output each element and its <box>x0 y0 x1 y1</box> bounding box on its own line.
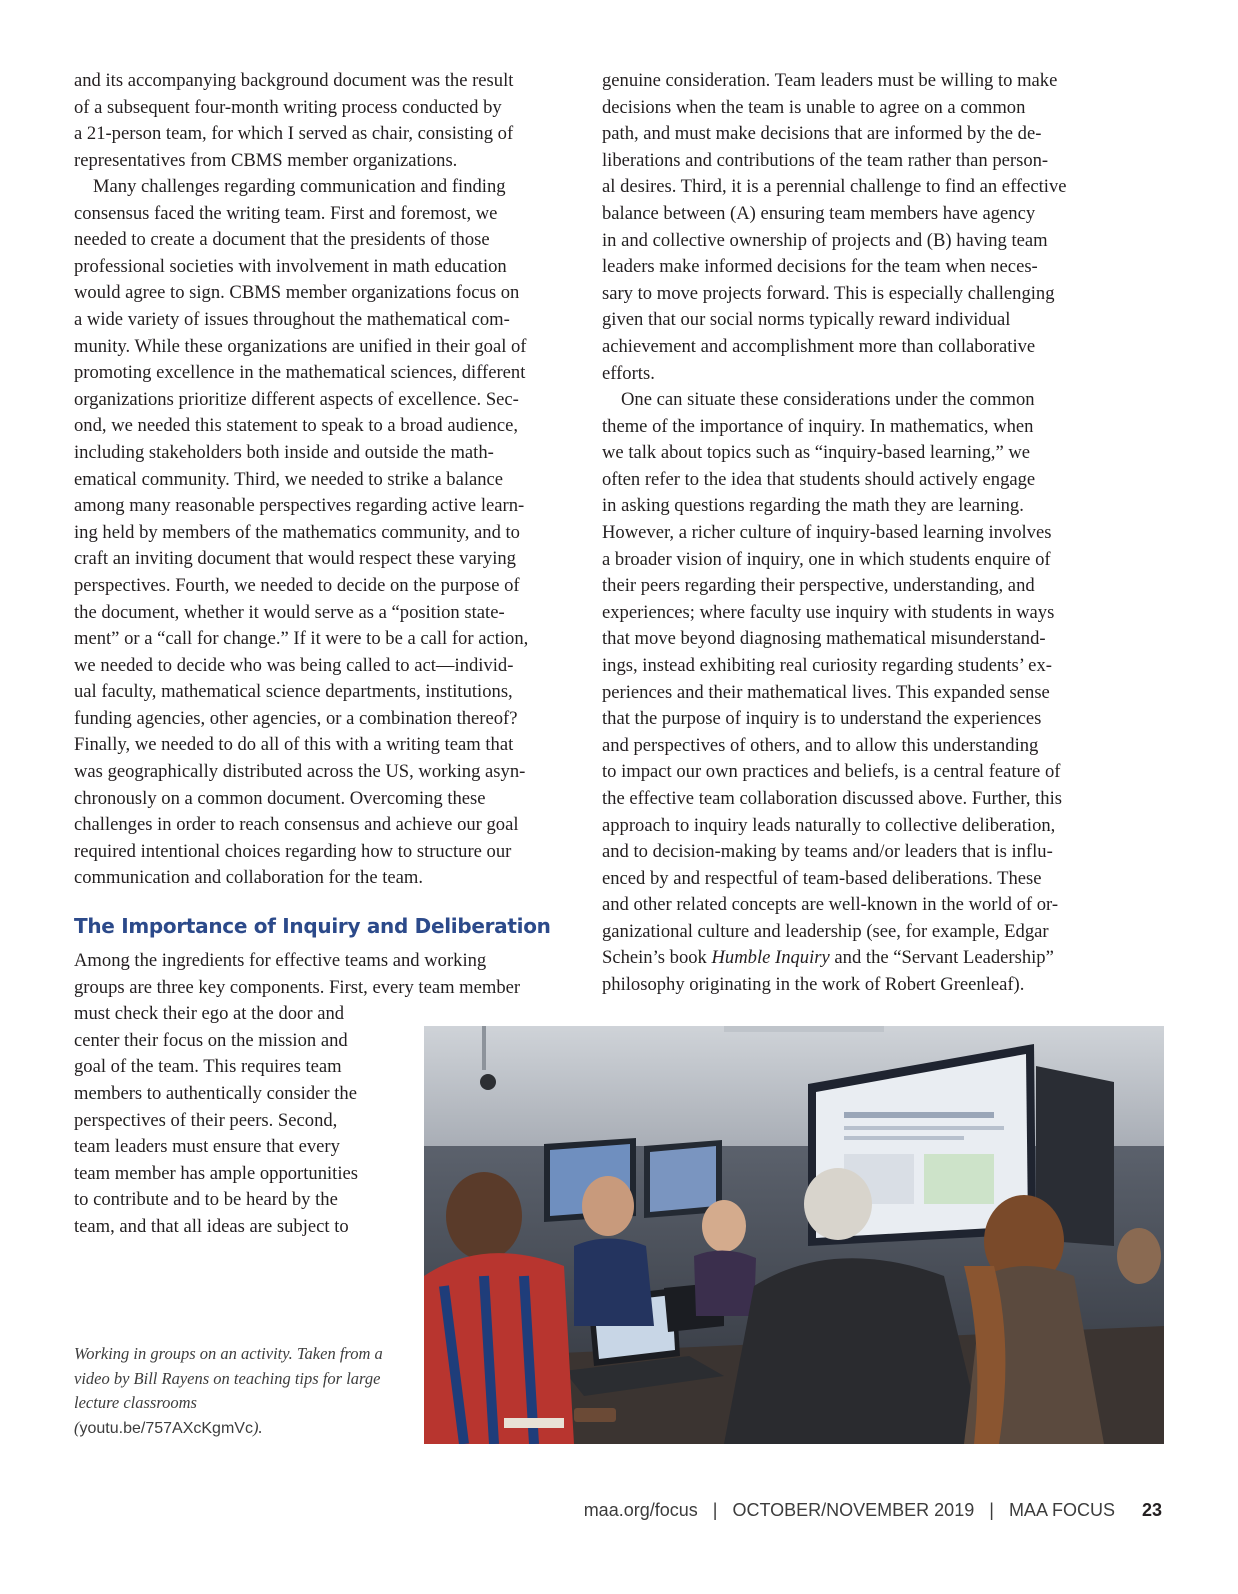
text-line: leaders make informed decisions for the team when neces- <box>602 256 1038 278</box>
text-line: chronously on a common document. Overcoming these <box>74 787 486 809</box>
text-line: center their focus on the mission and <box>74 1029 348 1051</box>
text-line: Finally, we needed to do all of this with a writing team that <box>74 734 514 756</box>
text-line: a wide variety of issues throughout the mathematical com- <box>74 308 510 330</box>
text-line: decisions when the team is unable to agree on a common <box>602 96 1026 118</box>
text-line: team leaders must ensure that every <box>74 1136 340 1158</box>
text-line: must check their ego at the door and <box>74 1003 345 1025</box>
text-line: and its accompanying background document was the result <box>74 70 514 91</box>
text-line: achievement and accomplishment more than collaborative <box>602 335 1036 357</box>
text-line: theme of the importance of inquiry. In mathematics, when <box>602 415 1034 437</box>
text-line: of a subsequent four-month writing process conducted by <box>74 96 502 118</box>
text-line: ment” or a “call for change.” If it were to be a call for action, <box>74 628 529 650</box>
text-line: in and collective ownership of projects and (B) having team <box>602 229 1048 251</box>
text-line: genuine consideration. Team leaders must be willing to make <box>602 70 1058 91</box>
text-line: including stakeholders both inside and outside the math- <box>74 441 494 463</box>
classroom-photo <box>424 1026 1164 1444</box>
text-line: ematical community. Third, we needed to strike a balance <box>74 468 504 490</box>
text-line: philosophy originating in the work of Robert Greenleaf). <box>602 974 1025 996</box>
text-line: team member has ample opportunities <box>74 1162 358 1184</box>
footer-separator: | <box>989 1500 994 1520</box>
text-line: we needed to decide who was being called to act—individ- <box>74 654 514 676</box>
text-line: ings, instead exhibiting real curiosity regarding students’ ex- <box>602 654 1052 676</box>
text-line: would agree to sign. CBMS member organizations focus on <box>74 282 520 304</box>
text-line: we talk about topics such as “inquiry-based learning,” we <box>602 442 1031 464</box>
text-line: perspectives of their peers. Second, <box>74 1109 338 1131</box>
text-line: Many challenges regarding communication and finding <box>93 176 506 197</box>
text-line: ond, we needed this statement to speak to a broad audience, <box>74 415 519 437</box>
text-line: experiences; where faculty use inquiry with students in ways <box>602 601 1055 623</box>
right-paragraph-2 <box>602 387 1062 999</box>
page-number: 23 <box>1141 1500 1162 1520</box>
text-line: periences and their mathematical lives. This expanded sense <box>602 681 1050 703</box>
caption-text: ). <box>252 1417 263 1437</box>
text-line: to contribute and to be heard by the <box>74 1189 338 1211</box>
text-line: and perspectives of others, and to allow this understanding <box>602 734 1039 756</box>
text-line: often refer to the idea that students should actively engage <box>602 468 1036 490</box>
text-line: needed to create a document that the presidents of those <box>74 229 490 251</box>
text-line: approach to inquiry leads naturally to collective deliberation, <box>602 814 1056 836</box>
text-line: required intentional choices regarding how to structure our <box>74 840 512 862</box>
text-line: path, and must make decisions that are informed by the de- <box>602 123 1042 145</box>
text-line: team, and that all ideas are subject to <box>74 1215 349 1237</box>
text-line: ganizational culture and leadership (see, for example, Edgar <box>602 920 1049 942</box>
text-line: in asking questions regarding the math they are learning. <box>602 495 1024 517</box>
text-line: promoting excellence in the mathematical sciences, different <box>74 362 526 384</box>
page-footer <box>584 1500 1162 1521</box>
text-line: representatives from CBMS member organizations. <box>74 149 458 171</box>
text-line: the effective team collaboration discussed above. Further, this <box>602 787 1062 809</box>
text-line: challenges in order to reach consensus and achieve our goal <box>74 814 519 836</box>
book-title: Humble Inquiry <box>711 947 830 969</box>
text-line: and other related concepts are well-known in the world of or- <box>602 894 1059 916</box>
text-line: craft an inviting document that would respect these varying <box>74 548 516 570</box>
right-paragraph-1 <box>602 68 1067 387</box>
text-line: that move beyond diagnosing mathematical misunderstand- <box>602 628 1046 650</box>
footer-issue: OCTOBER/NOVEMBER 2019 <box>732 1500 975 1520</box>
text-line: groups are three key components. First, every team member <box>74 976 521 998</box>
text-line: and to decision-making by teams and/or leaders that is influ- <box>602 841 1053 863</box>
text-line: Among the ingredients for effective teams and working <box>74 950 487 971</box>
text-run: and the “Servant Leadership” <box>829 947 1054 969</box>
text-line: given that our social norms typically reward individual <box>602 309 1011 331</box>
text-line: the document, whether it would serve as a “position state- <box>74 601 505 623</box>
text-line: consensus faced the writing team. First and foremost, we <box>74 202 498 224</box>
text-line: sary to move projects forward. This is especially challenging <box>602 282 1055 304</box>
text-line: al desires. Third, it is a perennial challenge to find an effective <box>602 176 1067 198</box>
footer-magazine: MAA FOCUS <box>1008 1500 1115 1520</box>
section-heading: The Importance of Inquiry and Deliberation <box>74 914 551 938</box>
text-line: balance between (A) ensuring team members have agency <box>602 202 1036 224</box>
left-paragraph-2 <box>74 174 528 892</box>
text-line: goal of the team. This requires team <box>74 1056 342 1078</box>
text-run: Schein’s book <box>602 947 712 969</box>
text-line: was geographically distributed across the US, working asyn- <box>74 761 526 783</box>
text-line: ing held by members of the mathematics community, and to <box>74 521 520 543</box>
text-line: their peers regarding their perspective, understanding, and <box>602 575 1035 597</box>
text-line: that the purpose of inquiry is to understand the experiences <box>602 708 1042 730</box>
text-line: organizations prioritize different aspects of excellence. Sec- <box>74 388 519 410</box>
text-line: ual faculty, mathematical science departments, institutions, <box>74 681 513 703</box>
text-line: professional societies with involvement in math education <box>74 255 507 277</box>
text-line: funding agencies, other agencies, or a combination thereof? <box>74 707 518 729</box>
text-line: perspectives. Fourth, we needed to decide on the purpose of <box>74 574 520 596</box>
text-line: a broader vision of inquiry, one in which students enquire of <box>602 548 1051 570</box>
text-line: a 21-person team, for which I served as chair, consisting of <box>74 123 514 145</box>
text-line: liberations and contributions of the team rather than person- <box>602 149 1049 171</box>
photo-caption <box>74 1342 384 1441</box>
footer-separator: | <box>712 1500 718 1520</box>
text-line: However, a richer culture of inquiry-based learning involves <box>602 521 1052 543</box>
text-line: munity. While these organizations are unified in their goal of <box>74 335 527 357</box>
left-paragraph-1 <box>74 68 513 174</box>
classroom-photo-illustration <box>424 1026 1164 1444</box>
caption-link[interactable]: youtu.be/757AXcKgmVc <box>79 1419 253 1437</box>
footer-site-link[interactable]: maa.org/focus <box>583 1500 698 1520</box>
text-line: efforts. <box>602 362 655 384</box>
text-line: among many reasonable perspectives regarding active learn- <box>74 495 525 517</box>
text-line: to impact our own practices and beliefs, is a central feature of <box>602 761 1061 783</box>
text-line: One can situate these considerations under the common <box>621 389 1035 410</box>
text-line: enced by and respectful of team-based deliberations. These <box>602 867 1042 889</box>
text-line: members to authentically consider the <box>74 1082 357 1104</box>
text-line <box>602 945 1062 972</box>
caption-text: Working in groups on an activity. Taken from a video by Bill Rayens on teaching tips for large lecture classrooms ( <box>74 1344 383 1437</box>
text-line: communication and collaboration for the team. <box>74 867 424 889</box>
